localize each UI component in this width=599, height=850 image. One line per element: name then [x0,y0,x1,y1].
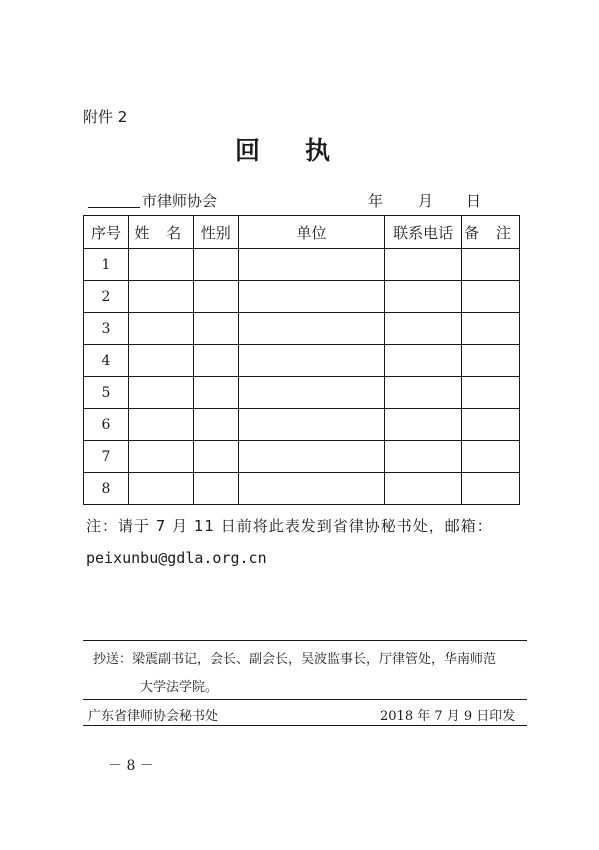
cell-gender [193,473,238,505]
cell-index: 3 [84,313,129,345]
cell-name [128,473,193,505]
cell-remarks [462,249,520,281]
date-day-label: 日 [466,192,482,210]
footer-bottom-rule [83,725,527,726]
cell-name [128,441,193,473]
table-row [84,377,520,409]
contact-email: peixunbu@gdla.org.cn [86,549,267,567]
cell-unit [238,473,385,505]
cell-gender [193,409,238,441]
cell-unit [238,377,385,409]
table-row [84,441,520,473]
cell-phone [385,409,462,441]
issuer-name: 广东省律师协会秘书处 [88,709,219,724]
cell-phone [385,345,462,377]
cell-index: 8 [84,473,129,505]
cc-line-2: 大学法学院。 [140,680,219,695]
footer-middle-rule [83,699,527,700]
cell-remarks [462,281,520,313]
cell-unit [238,281,385,313]
cell-phone [385,473,462,505]
cell-gender [193,249,238,281]
header-gender: 性别 [193,216,238,249]
association-date-row [88,190,518,212]
table-row [84,473,520,505]
header-index: 序号 [84,216,129,249]
cell-remarks [462,313,520,345]
cell-remarks [462,377,520,409]
cell-name [128,377,193,409]
cell-name [128,345,193,377]
cell-gender [193,313,238,345]
cc-line-1: 抄送：梁震副书记，会长、副会长，吴波监事长，厅律管处，华南师范 [93,652,497,667]
cell-remarks [462,409,520,441]
cell-unit [238,345,385,377]
cell-index: 6 [84,409,129,441]
table-row [84,409,520,441]
attachment-label: 附件 2 [83,108,128,126]
table-row [84,249,520,281]
submission-note: 注：请于 7 月 11 日前将此表发到省律协秘书处，邮箱： [86,517,493,535]
header-phone: 联系电话 [385,216,462,249]
cell-index: 7 [84,441,129,473]
header-remarks: 备 注 [462,216,520,249]
footer-top-rule [83,640,527,641]
cell-unit [238,409,385,441]
cell-remarks [462,441,520,473]
cell-index: 4 [84,345,129,377]
cell-gender [193,441,238,473]
cell-phone [385,249,462,281]
cell-name [128,281,193,313]
cell-index: 2 [84,281,129,313]
cell-unit [238,249,385,281]
cell-index: 1 [84,249,129,281]
header-unit: 单位 [238,216,385,249]
document-title: 回执 [235,136,376,165]
table-row [84,313,520,345]
cell-remarks [462,473,520,505]
cell-phone [385,441,462,473]
cell-unit [238,313,385,345]
cell-unit [238,441,385,473]
issue-date: 2018 年 7 月 9 日印发 [380,709,516,724]
date-year-label: 年 [368,192,384,210]
cell-gender [193,377,238,409]
cell-name [128,313,193,345]
table-row [84,345,520,377]
table-row [84,281,520,313]
page-number: － 8 － [108,758,154,774]
cell-name [128,249,193,281]
cell-phone [385,313,462,345]
cell-gender [193,281,238,313]
cell-phone [385,281,462,313]
receipt-form-table [83,215,520,505]
association-label: 市律师协会 [142,192,218,210]
cell-gender [193,345,238,377]
cell-name [128,409,193,441]
cell-remarks [462,345,520,377]
cell-phone [385,377,462,409]
table-header-row [84,216,520,249]
date-month-label: 月 [418,192,434,210]
header-name: 姓 名 [128,216,193,249]
cell-index: 5 [84,377,129,409]
city-blank-line [88,207,140,208]
